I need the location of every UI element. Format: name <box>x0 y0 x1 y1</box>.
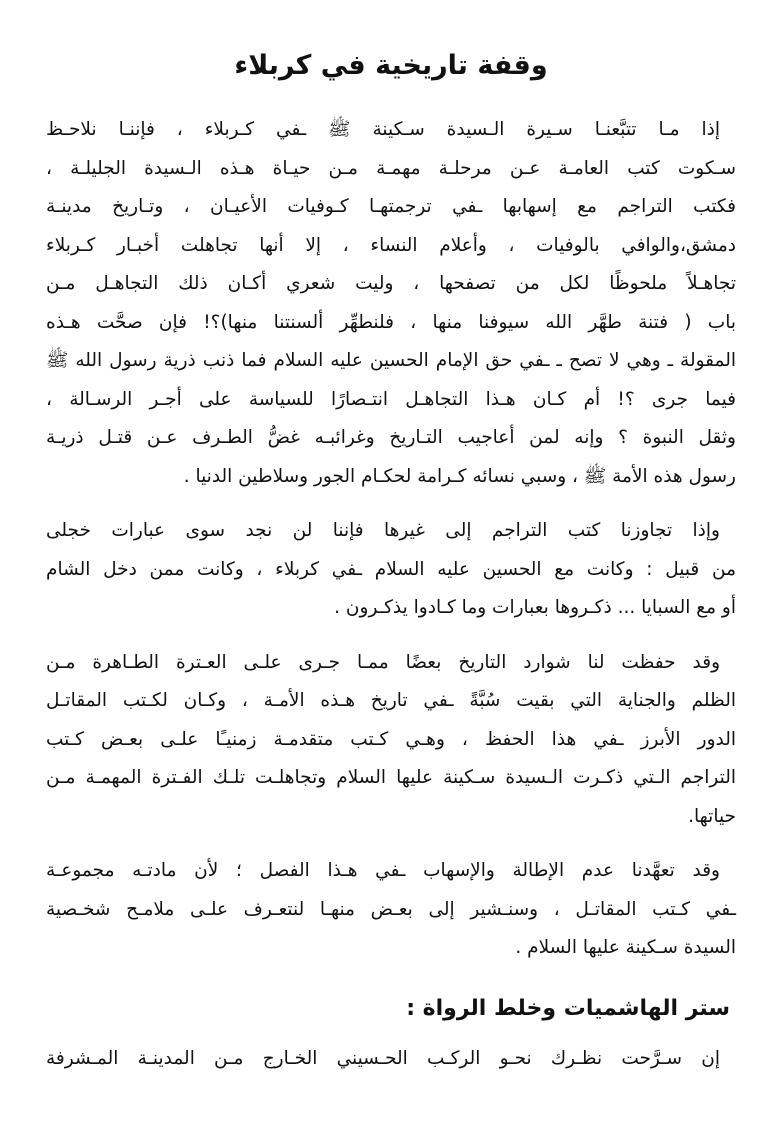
text-line: ـفي كـتب المقاتـل ، وسنـشير إلى بعـض منهـا لنتعـرف علـى ملامـح شخـصية <box>46 898 736 920</box>
paragraph-2 <box>46 512 736 628</box>
text-line: دمشق،والوافي بالوفيات ، وأعلام النساء ، إلا أنها تجاهلت أخبـار كـربلاء <box>46 234 736 256</box>
document-body <box>46 111 736 984</box>
text-line: وقد حفظت لنا شوارد التاريخ بعضًا ممـا جـرى علـى العـترة الطـاهرة مـن <box>46 651 720 673</box>
text-line: التراجم الـتي ذكـرت الـسيدة سـكينة عليها السلام وتجاهلـت تلـك الفـترة المهمـة مـن <box>46 767 736 788</box>
text-line: إن سـرَّحت نظـرك نحـو الركـب الحـسيني الخـارج مـن المدينـة المـشرفة <box>46 1048 720 1069</box>
text-line: رسول هذه الأمة ﷺ ، وسبي نسائه كـرامة لحكـام الجور وسلاطين الدنيا . <box>183 465 736 487</box>
text-line: باب ( فتنة طهَّر الله سيوفنا منها ، فلنطهِّر ألسنتنا منها)؟! فإن صحَّت هـذه <box>46 311 736 333</box>
text-line: فيما جرى ؟! أم كـان هـذا التجاهـل انتـصارًا للسياسة على أجـر الرسـالة ، <box>46 388 736 410</box>
text-line: إذا مـا تتبَّعنـا سـيرة الـسيدة سـكينة ﷺ ـفي كـربلاء ، فإننـا نلاحـظ <box>46 119 720 140</box>
text-line: وثقل النبوة ؟ وإنه لمن أعاجيب التـاريخ وغرائبـه غضُّ الطـرف عـن قتـل ذريـة <box>46 427 736 448</box>
text-line: حياتها. <box>688 805 736 827</box>
text-line: وقد تعهَّدنا عدم الإطالة والإسهاب ـفي هـذا الفصل ؛ لأن مادتـه مجموعـة <box>46 860 720 881</box>
page-title: وقفة تاريخية في كربلاء <box>234 50 548 81</box>
paragraph-4 <box>46 852 736 968</box>
section-heading: ستر الهاشميات وخلط الرواة : <box>406 996 730 1021</box>
text-line: فكتب التراجم مع إسهابها ـفي ترجمتهـا كـوفيات الأعيـان ، وتـاريخ مدينـة <box>46 196 736 217</box>
text-line: أو مع السبايا ... ذكـروها بعبارات وما كـادوا يذكـرون . <box>334 597 736 618</box>
text-line: تجاهـلاً ملحوظًا لكل من تصفحها ، وليت شعري أكـان ذلك التجاهـل مـن <box>46 273 736 294</box>
paragraph-3 <box>46 644 736 837</box>
text-line: السيدة سـكينة عليها السلام . <box>515 937 736 958</box>
text-line: الدور الأبرز ـفي هذا الحفظ ، وهـي كـتب متقدمـة زمنيـًا علـى بعـض كـتب <box>46 728 736 750</box>
text-line: سـكوت كتب العامـة عـن مرحلـة مهمـة مـن حيـاة هـذه الـسيدة الجليلـة ، <box>46 157 736 179</box>
paragraph-1 <box>46 111 736 496</box>
text-line: وإذا تجاوزنا كتب التراجم إلى غيرها فإننا لن نجد سوى عبارات خجلى <box>46 520 720 541</box>
text-line: الظلم والجناية التي بقيت سُبَّةً ـفي تاريخ هـذه الأمـة ، وكـان لكـتب المقاتـل <box>46 690 736 711</box>
text-line: من قبيل : وكانت مع الحسين عليه السلام ـفي كربلاء ، وكانت ممن دخل الشام <box>46 558 736 580</box>
section-paragraph <box>46 1040 736 1078</box>
text-line: المقولة ـ وهي لا تصح ـ ـفي حق الإمام الحسين عليه السلام فما ذنب ذرية رسول الله ﷺ <box>46 350 736 371</box>
